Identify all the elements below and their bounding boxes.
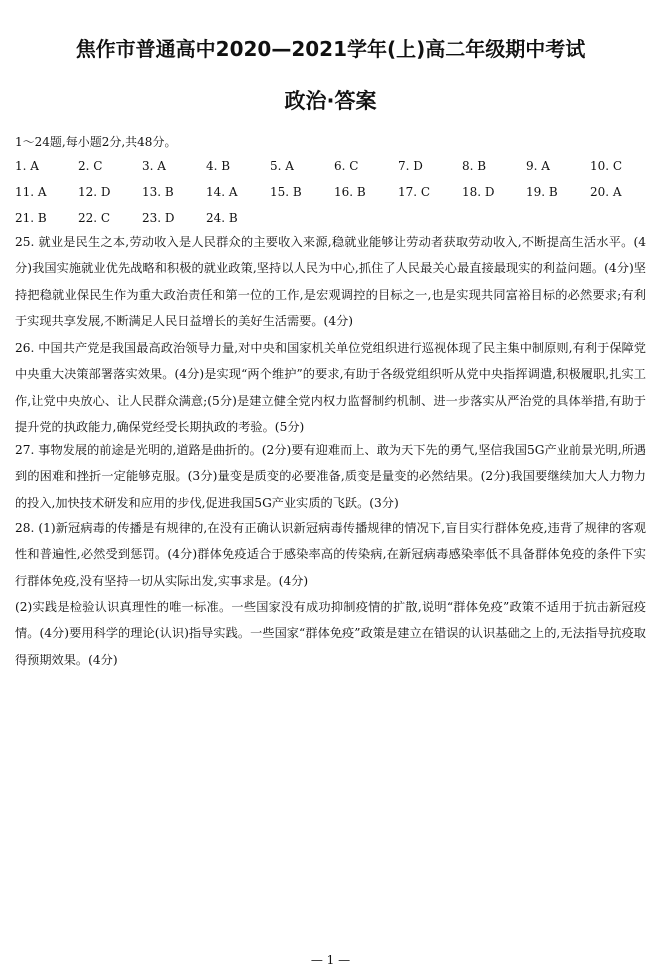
question-27-answer: 27. 事物发展的前途是光明的,道路是曲折的。(2分)要有迎难而上、敢为天下先的勇气,坚信我国5G产业前景光明,所遇到的困难和挫折一定能够克服。(3分)量变是质变的必要准备,质变是量变的必然结果。(2分)我国要继续加大人力物力的投入,加快技术研发和应用的步伐,促进我国5G产业实质的飞跃。(3分) xyxy=(15,443,646,510)
answer-item: 6. C xyxy=(334,159,359,173)
answer-item: 8. B xyxy=(462,159,487,173)
answer-item: 18. D xyxy=(462,185,495,199)
answer-item: 19. B xyxy=(526,185,558,199)
answer-item: 13. B xyxy=(142,185,174,199)
question-28-part-2-answer: (2)实践是检验认识真理性的唯一标准。一些国家没有成功抑制疫情的扩散,说明“群体免疫”政策不适用于抗击新冠疫情。(4分)要用科学的理论(认识)指导实践。一些国家“群体免疫”政策是建立在错误的认识基础之上的,无法指导抗疫取得预期效果。(4分) xyxy=(15,600,646,667)
answer-item: 3. A xyxy=(142,159,166,173)
answer-item: 20. A xyxy=(590,185,622,199)
answer-item: 10. C xyxy=(590,159,623,173)
answer-item: 17. C xyxy=(398,185,431,199)
answer-item: 24. B xyxy=(206,211,238,225)
page-number: — 1 — xyxy=(310,953,351,967)
answer-item: 15. B xyxy=(270,185,302,199)
answer-item: 16. B xyxy=(334,185,366,199)
answer-item: 7. D xyxy=(398,159,423,173)
answer-item: 11. A xyxy=(15,185,47,199)
page-subtitle: 政治·答案 xyxy=(284,89,377,113)
question-28-part-1-answer: 28. (1)新冠病毒的传播是有规律的,在没有正确认识新冠病毒传播规律的情况下,盲目实行群体免疫,违背了规律的客观性和普遍性,必然受到惩罚。(4分)群体免疫适合于感染率高的传染病,在新冠病毒感染率低不具备群体免疫的条件下实行群体免疫,没有坚持一切从实际出发,实事求是。(4分) xyxy=(15,521,646,588)
answer-item: 21. B xyxy=(15,211,47,225)
question-26-answer: 26. 中国共产党是我国最高政治领导力量,对中央和国家机关单位党组织进行巡视体现了民主集中制原则,有利于保障党中央重大决策部署落实效果。(4分)是实现“两个维护”的要求,有助于各级党组织听从党中央指挥调遣,积极履职,扎实工作,让党中央放心、让人民群众满意;(5分)是建立健全党内权力监督制约机制、进一步落实从严治党的具体举措,有助于提升党的执政能力,确保党经受长期执政的考验。(5分) xyxy=(15,341,646,434)
answer-item: 4. B xyxy=(206,159,231,173)
instructions: 1～24题,每小题2分,共48分。 xyxy=(15,135,177,149)
answer-item: 23. D xyxy=(142,211,175,225)
answer-item: 1. A xyxy=(15,159,39,173)
answer-item: 9. A xyxy=(526,159,550,173)
question-25-answer: 25. 就业是民生之本,劳动收入是人民群众的主要收入来源,稳就业能够让劳动者获取劳动收入,不断提高生活水平。(4分)我国实施就业优先战略和积极的就业政策,坚持以人民为中心,抓住了人民最关心最直接最现实的利益问题。(4分)坚持把稳就业保民生作为重大政治责任和第一位的工作,是宏观调控的目标之一,也是实现共同富裕目标的必然要求;有利于实现共享发展,不断满足人民日益增长的美好生活需要。(4分) xyxy=(15,235,646,328)
answer-item: 12. D xyxy=(78,185,111,199)
page-title: 焦作市普通高中2020—2021学年(上)高二年级期中考试 xyxy=(75,37,586,61)
answer-item: 5. A xyxy=(270,159,294,173)
answer-item: 2. C xyxy=(78,159,103,173)
answer-item: 22. C xyxy=(78,211,111,225)
answer-item: 14. A xyxy=(206,185,238,199)
